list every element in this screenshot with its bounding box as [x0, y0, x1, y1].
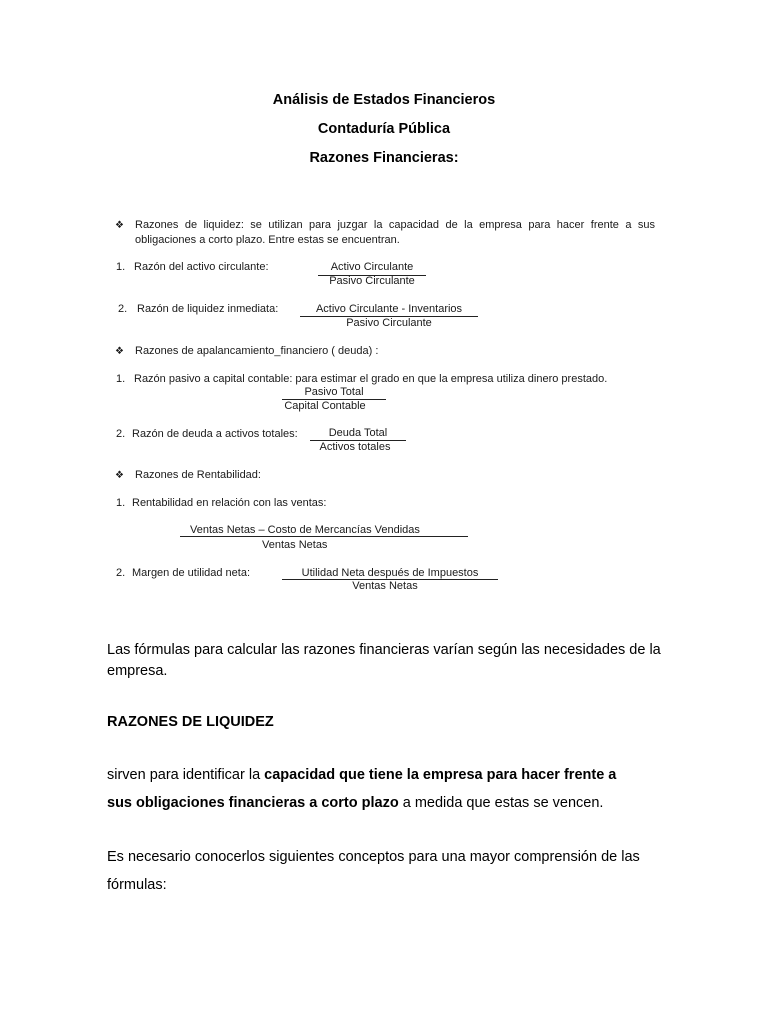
ratio-numerator: Utilidad Neta después de Impuestos: [301, 567, 479, 579]
ratio-denominator: Pasivo Circulante: [329, 275, 415, 287]
ratio-numerator: Pasivo Total: [304, 386, 364, 398]
bullet-icon: ❖: [115, 346, 124, 357]
list-number: 1.: [116, 373, 126, 385]
bullet-icon: ❖: [115, 220, 124, 231]
liquidez-intro-line2: obligaciones a corto plazo. Entre estas se encuentran.: [135, 234, 400, 246]
document-subtitle: Contaduría Pública: [317, 121, 451, 137]
list-number: 2.: [116, 428, 126, 440]
rentabilidad-title: Razones de Rentabilidad:: [135, 469, 261, 481]
ratio-denominator: Activos totales: [319, 441, 391, 453]
ratio-label-rentabilidad-ventas: Rentabilidad en relación con las ventas:: [132, 497, 327, 509]
list-number: 2.: [118, 303, 128, 315]
fraction-line: [180, 536, 468, 537]
liquidez-text-part1: sirven para identificar la: [107, 767, 265, 783]
apalancamiento-title: Razones de apalancamiento_financiero ( deuda) :: [135, 345, 379, 357]
liquidez-intro-line1: Razones de liquidez: se utilizan para juzgar la capacidad de la empresa para hacer frente a sus: [135, 219, 655, 231]
ratio-denominator: Pasivo Circulante: [346, 317, 432, 329]
ratio-numerator: Deuda Total: [328, 427, 388, 439]
concepts-paragraph: [107, 843, 707, 899]
liquidez-text-part2: a medida que estas se vencen.: [398, 795, 604, 811]
liquidez-paragraph: [107, 761, 667, 817]
list-number: 2.: [116, 567, 126, 579]
concepts-line2: fórmulas:: [107, 877, 167, 893]
ratio-label-liquidez-inmediata: Razón de liquidez inmediata:: [137, 303, 279, 315]
intro-paragraph: Las fórmulas para calcular las razones financieras varían según las necesidades de la empresa.: [107, 642, 661, 679]
ratio-numerator: Ventas Netas – Costo de Mercancías Vendidas: [190, 524, 420, 536]
ratio-denominator: Capital Contable: [284, 400, 366, 412]
list-number: 1.: [116, 497, 126, 509]
ratio-denominator: Ventas Netas: [262, 539, 328, 551]
ratio-label-deuda-activos: Razón de deuda a activos totales:: [132, 428, 298, 440]
liquidez-text-bold1: capacidad que tiene la empresa para hacer frente a: [264, 767, 617, 783]
ratio-label-pasivo-capital: Razón pasivo a capital contable: para estimar el grado en que la empresa utiliza dinero prestado.: [134, 373, 608, 385]
section-heading: RAZONES DE LIQUIDEZ: [107, 714, 274, 730]
bullet-icon: ❖: [115, 470, 124, 481]
ratio-label-margen-utilidad: Margen de utilidad neta:: [132, 567, 251, 579]
ratio-denominator: Ventas Netas: [352, 580, 418, 592]
ratio-label-activo-circulante: Razón del activo circulante:: [134, 261, 269, 273]
list-number: 1.: [116, 261, 126, 273]
document-title: Análisis de Estados Financieros: [272, 92, 496, 108]
liquidez-text-bold2: sus obligaciones financieras a corto plazo: [107, 795, 399, 811]
ratio-numerator: Activo Circulante - Inventarios: [315, 303, 463, 315]
ratio-numerator: Activo Circulante: [330, 261, 414, 273]
concepts-line1: Es necesario conocerlos siguientes conceptos para una mayor comprensión de las: [107, 849, 640, 865]
section-title: Razones Financieras:: [309, 150, 459, 166]
